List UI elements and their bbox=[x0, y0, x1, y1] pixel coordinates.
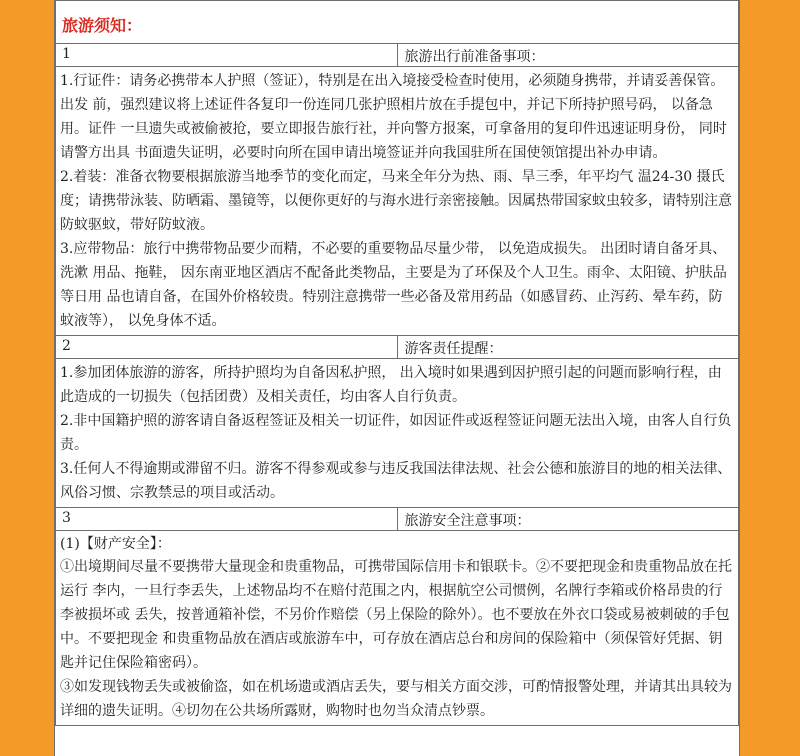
section-body bbox=[56, 67, 739, 336]
paragraph: ③如发现钱物丢失或被偷盗，如在机场遗或酒店丢失，要与相关方面交涉，可酌情报警处理，并请其出具较为详细的遗失证明。④切勿在公共场所露财，购物时也勿当众清点钞票。 bbox=[60, 679, 732, 719]
section-header bbox=[56, 336, 739, 359]
paragraph: 2.着装：准备衣物要根据旅游当地季节的变化而定，马来全年分为热、雨、旱三季，年平均气 温24-30 摄氏度；请携带泳装、防晒霜、墨镜等，以便你更好的与海水进行亲密接触。因属热带国家蚊虫较多，请特别注意防蚊驱蚊，带好防蚊液。 bbox=[60, 169, 732, 233]
document-sheet bbox=[54, 0, 740, 756]
section-header bbox=[56, 44, 739, 67]
section-header bbox=[56, 508, 739, 531]
paragraph: 3.任何人不得逾期或滞留不归。游客不得参观或参与违反我国法律法规、社会公德和旅游目的地的相关法律、风俗习惯、宗教禁忌的项目或活动。 bbox=[60, 461, 732, 501]
paragraph: 1.行证件：请务必携带本人护照（签证），特别是在出入境接受检查时使用，必须随身携带，并请妥善保管。出发 前，强烈建议将上述证件各复印一份连同几张护照相片放在手提包中，并记下所持护照号码， 以备急用。证件 一旦遗失或被偷被抢，要立即报告旅行社，并向警方报案，可拿备用的复印件迅速证明身份， 同时请警方出具 书面遗失证明，必要时向所在国申请出境签证并向我国驻所在国使领馆提出补办申请。 bbox=[60, 73, 727, 161]
travel-notice-table bbox=[55, 0, 739, 726]
section-body bbox=[56, 531, 739, 726]
section-heading: 游客责任提醒： bbox=[397, 336, 739, 359]
section-number: 1 bbox=[56, 44, 398, 67]
subheading: (1)【财产安全】： bbox=[60, 536, 171, 552]
page-title: 旅游须知： bbox=[56, 1, 739, 44]
section-heading: 旅游出行前准备事项： bbox=[397, 44, 739, 67]
section-number: 2 bbox=[56, 336, 398, 359]
section-body bbox=[56, 359, 739, 508]
paragraph: 1.参加团体旅游的游客，所持护照均为自备因私护照， 出入境时如果遇到因护照引起的问题而影响行程，由此造成的一切损失（包括团费）及相关责任，均由客人自行负责。 bbox=[60, 365, 722, 405]
paragraph: 3.应带物品：旅行中携带物品要少而精，不必要的重要物品尽量少带， 以免造成损失。 出团时请自备牙具、洗漱 用品、拖鞋， 因东南亚地区酒店不配备此类物品，主要是为了环保及个人卫生。雨伞、太阳镜、护肤品等日用 品也请自备，在国外价格较贵。特别注意携带一些必备及常用药品（如感冒药、止泻药、晕车药，防蚊液等）， 以免身体不适。 bbox=[60, 241, 727, 329]
section-heading: 旅游安全注意事项： bbox=[397, 508, 739, 531]
paragraph: 2.非中国籍护照的游客请自备返程签证及相关一切证件，如因证件或返程签证问题无法出入境，由客人自行负责。 bbox=[60, 413, 732, 453]
section-number: 3 bbox=[56, 508, 398, 531]
paragraph: ①出境期间尽量不要携带大量现金和贵重物品，可携带国际信用卡和银联卡。②不要把现金和贵重物品放在托运行 李内，一旦行李丢失，上述物品均不在赔付范围之内，根据航空公司惯例，名牌行李箱或价格昂贵的行李被损坏或 丢失，按普通箱补偿，不另价作赔偿（另上保险的除外）。也不要放在外衣口袋或易被刺破的手包中。不要把现金 和贵重物品放在酒店或旅游车中，可存放在酒店总台和房间的保险箱中（须保管好凭据、钥匙并记住保险箱密码）。 bbox=[60, 559, 732, 671]
